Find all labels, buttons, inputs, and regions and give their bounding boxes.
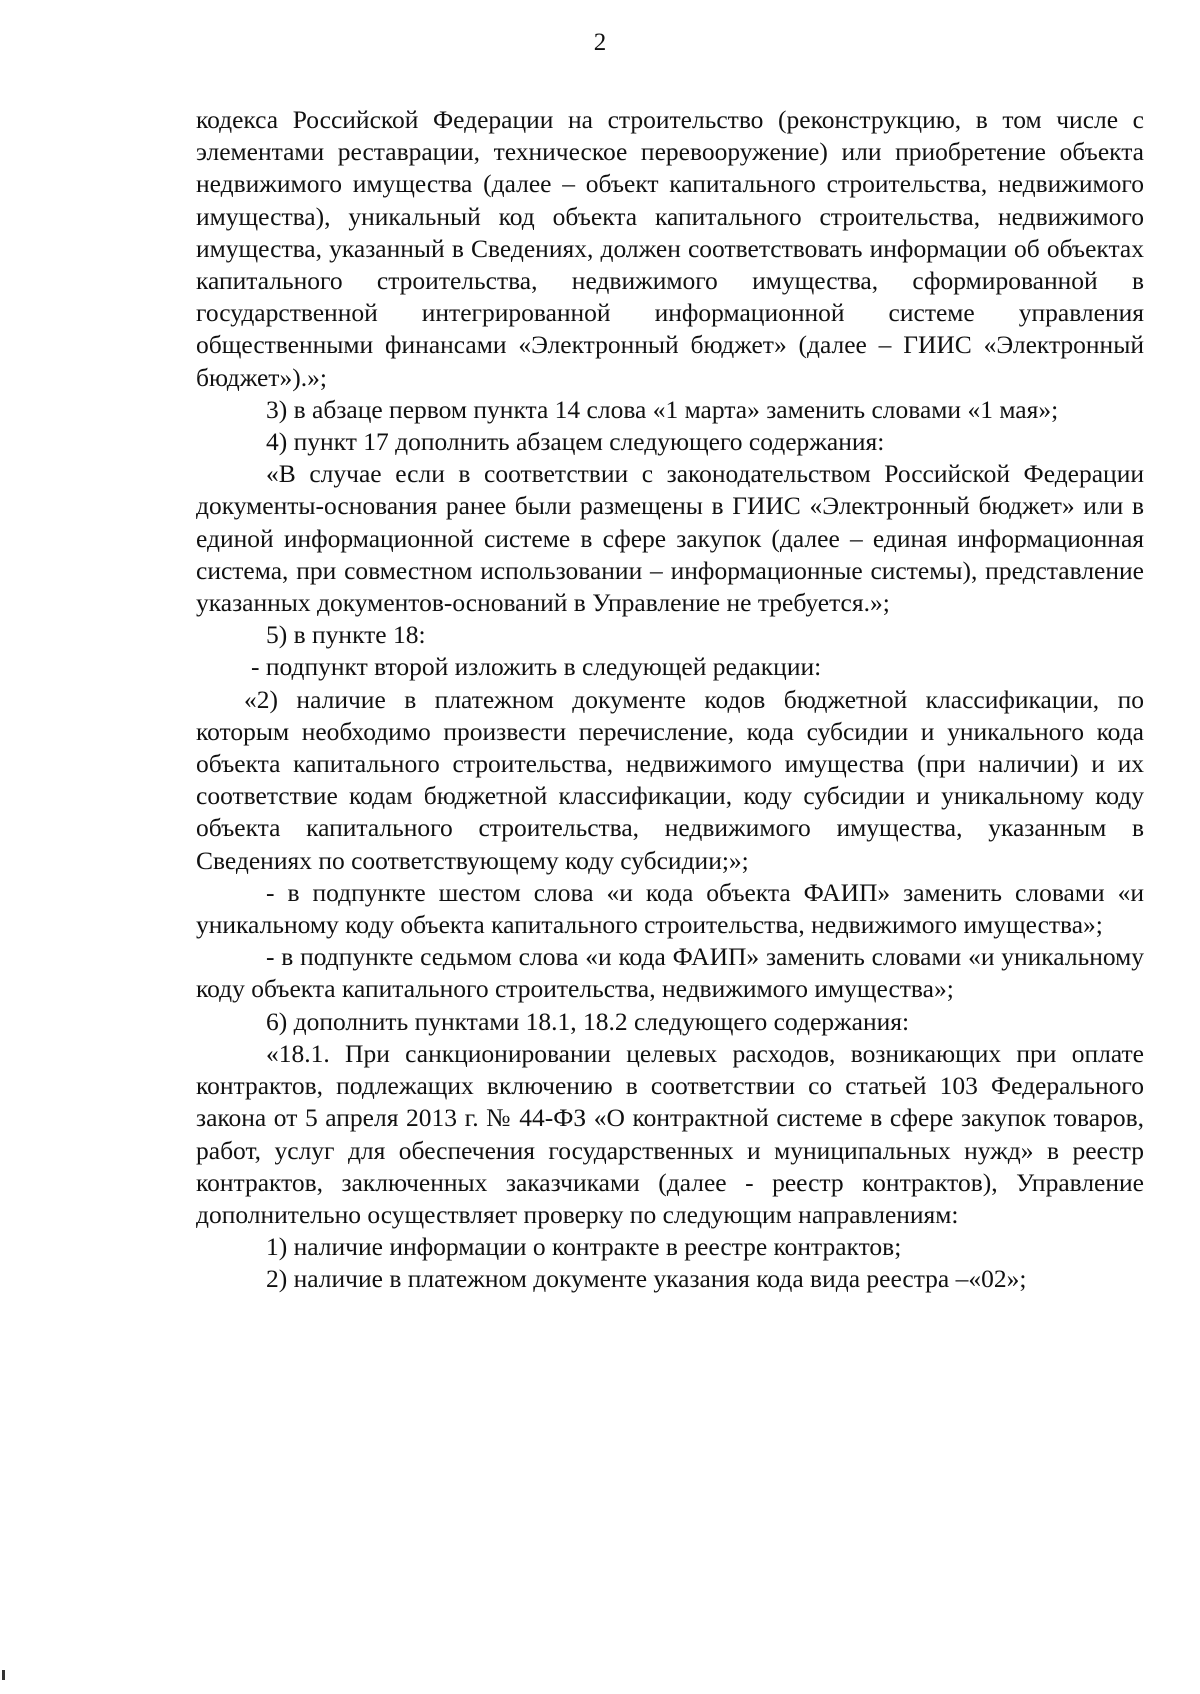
paragraph-quote-17: «В случае если в соответствии с законодательством Российской Федерации документы-основания ранее были размещены в ГИИС «Электронный бюджет» или в единой информационной системе в сфере закупок (далее – единая информационная система, при совместном использовании – информационные системы), представление указанных документов-оснований в Управление не требуется.»; — [196, 459, 1144, 618]
paragraph-subitem-seventh: - в подпункте седьмом слова «и кода ФАИП» заменить словами «и уникальному коду объекта капитального строительства, недвижимого имущества»; — [196, 942, 1144, 1004]
paragraph-subitem-second: - подпункт второй изложить в следующей редакции: — [251, 652, 822, 682]
scan-edge-mark — [2, 1670, 5, 1680]
page-number: 2 — [593, 29, 607, 56]
paragraph-continuation: кодекса Российской Федерации на строительство (реконструкцию, в том числе с элементами реставрации, техническое перевооружение) или приобретение объекта недвижимого имущества (далее – объект капитального строительства, недвижимого имущества), уникальный код объекта капитального строительства, недвижимого имущества, указанный в Сведениях, должен соответствовать информации об объектах капитального строительства, недвижимого имущества, сформированной в государственной интегрированной информационной системе управления общественными финансами «Электронный бюджет» (далее – ГИИС «Электронный бюджет»).»; — [196, 105, 1144, 392]
paragraph-check-1: 1) наличие информации о контракте в реестре контрактов; — [266, 1232, 902, 1262]
paragraph-subitem-sixth: - в подпункте шестом слова «и кода объекта ФАИП» заменить словами «и уникальному коду объекта капитального строительства, недвижимого имущества»; — [196, 877, 1144, 940]
paragraph-item-6: 6) дополнить пунктами 18.1, 18.2 следующего содержания: — [266, 1006, 910, 1036]
paragraph-check-2: 2) наличие в платежном документе указания кода вида реестра –«02»; — [266, 1264, 1027, 1294]
paragraph-quote-subitem-2: «2) наличие в платежном документе кодов бюджетной классификации, по которым необходимо произвести перечисление, кода субсидии и уникального кода объекта капитального строительства, недвижимого имущества (при наличии) и их соответствие кодам бюджетной классификации, коду субсидии и уникальному коду объекта капитального строительства, недвижимого имущества, указанным в Сведениях по соответствующему коду субсидии;»; — [196, 684, 1144, 875]
paragraph-item-4: 4) пункт 17 дополнить абзацем следующего содержания: — [266, 427, 885, 457]
paragraph-item-3: 3) в абзаце первом пункта 14 слова «1 марта» заменить словами «1 мая»; — [266, 394, 1059, 424]
paragraph-quote-18-1: «18.1. При санкционировании целевых расходов, возникающих при оплате контрактов, подлежащих включению в соответствии со статьей 103 Федерального закона от 5 апреля 2013 г. № 44-ФЗ «О контрактной системе в сфере закупок товаров, работ, услуг для обеспечения государственных и муниципальных нужд» в реестр контрактов, заключенных заказчиками (далее - реестр контрактов), Управление дополнительно осуществляет проверку по следующим направлениям: — [196, 1038, 1144, 1229]
document-body — [196, 104, 1144, 1296]
paragraph-item-5: 5) в пункте 18: — [266, 620, 426, 650]
